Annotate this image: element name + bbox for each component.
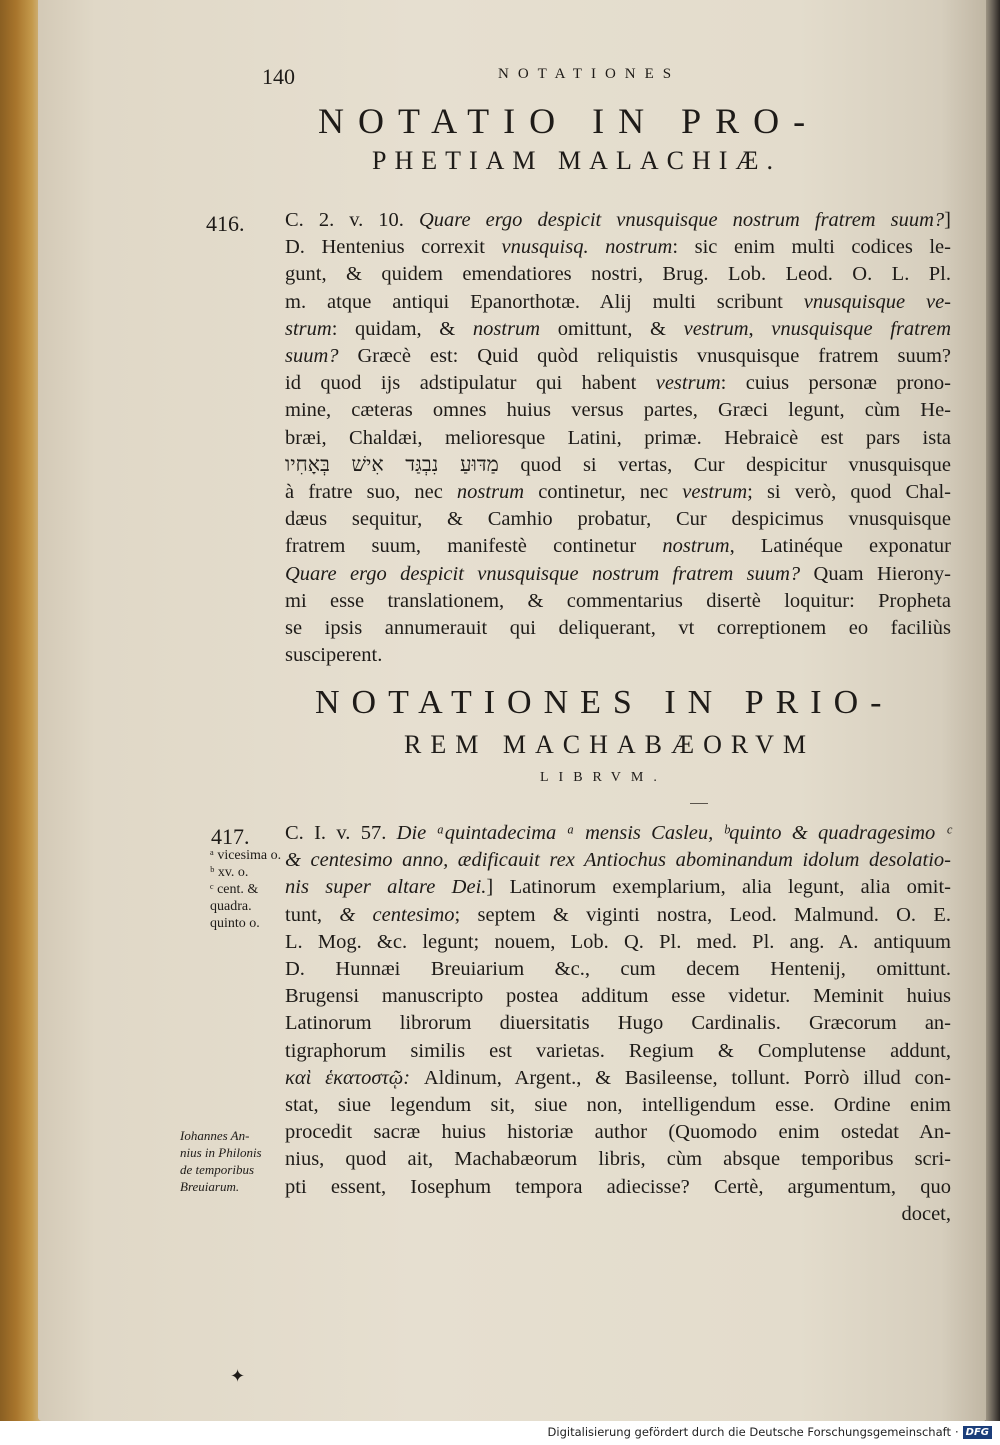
text-line: id quod ijs adstipulatur qui habent vestrum: cuius personæ prono- (285, 372, 951, 395)
margin-line: de temporibus (180, 1162, 255, 1177)
text-line: mine, cæteras omnes huius versus partes, Græci legunt, cùm He- (285, 399, 951, 422)
section-divider (690, 803, 708, 804)
text-line: pti essent, Iosephum tempora adiecisse? Certè, argumentum, quo (285, 1175, 951, 1198)
margin-line: quinto o. (210, 916, 260, 931)
section2-title-line3: LIBRVM. (540, 770, 667, 785)
margin-line: ᵃ vicesima o. (210, 848, 282, 863)
text-line: D. Hentenius correxit vnusquisq. nostrum: sic enim multi codices le- (285, 236, 951, 259)
text-line: C. I. v. 57. Die ᵃquintadecima ᵃ mensis Casleu, ᵇquinto & quadragesimo ᶜ (285, 822, 951, 844)
text-line: & centesimo anno, ædificauit rex Antiochus abominandum idolum desolatio- (285, 849, 951, 872)
margin-line: ᵇ xv. o. (210, 865, 249, 880)
margin-line: Breuiarum. (180, 1179, 240, 1194)
text-line: gunt, & quidem emendatiores nostri, Brug. Lob. Leod. O. L. Pl. (285, 263, 951, 286)
note-416-text (285, 207, 951, 669)
text-line: à fratre suo, nec nostrum continetur, nec vestrum; si verò, quod Chal- (285, 481, 951, 504)
text-line: m. atque antiqui Epanorthotæ. Alij multi scribunt vnusquisque ve- (285, 290, 951, 313)
text-line: Quare ergo despicit vnusquisque nostrum fratrem suum? Quam Hierony- (285, 562, 951, 585)
book-edge-right (986, 0, 1000, 1421)
margin-line: nius in Philonis (180, 1145, 262, 1160)
text-line: L. Mog. &c. legunt; nouem, Lob. Q. Pl. med. Pl. ang. A. antiquum (285, 930, 951, 953)
note-number-417: 417. (211, 824, 250, 849)
funding-credit-text: Digitalisierung gefördert durch die Deutsche Forschungsgemeinschaft (547, 1425, 951, 1439)
text-line: dæus sequitur, & Camhio probatur, Cur despicimus vnusquisque (285, 508, 951, 531)
note-417-text (285, 820, 951, 1228)
text-line: procedit sacræ huius historiæ author (Quomodo enim ostedat An- (285, 1121, 951, 1144)
note-number-416: 416. (206, 211, 245, 236)
text-line: καὶ ἑκατοστῷ: Aldinum, Argent., & Basileense, tollunt. Porrò illud con- (285, 1066, 951, 1089)
text-line: nius, quod ait, Machabæorum libris, cùm absque temporibus scri- (285, 1148, 951, 1171)
text-line: tunt, & centesimo; septem & viginti nostra, Leod. Malmund. O. E. (285, 903, 951, 926)
dfg-logo: DFG (963, 1426, 992, 1439)
page-number: 140 (262, 64, 295, 89)
text-line: se ipsis annumerauit qui deliquerant, vt correptionem eo faciliùs (285, 617, 951, 640)
margin-line: quadra. (210, 899, 252, 914)
text-line: stat, siue legendum sit, siue non, intelligendum esse. Ordine enim (285, 1094, 951, 1117)
section2-title-line2: REM MACHABÆORVM (404, 730, 816, 759)
text-line: מַדּוּעַ נִבְגַּד אִישׁ בְּאָחִיו quod si vertas, Cur despicitur vnusquisque (285, 453, 951, 476)
text-line: fratrem suum, manifestè continetur nostrum, Latinéque exponatur (285, 535, 951, 558)
margin-line: Iohannes An- (180, 1128, 250, 1143)
text-line: susciperent. (285, 644, 383, 667)
margin-variants (210, 847, 281, 932)
margin-reference (180, 1127, 262, 1195)
text-line: Latinorum librorum diuersitatis Hugo Cardinalis. Græcorum an- (285, 1012, 951, 1035)
text-line: D. Hunnæi Breuiarium &c., cum decem Hentenij, omittunt. (285, 958, 951, 981)
catchword: docet, (901, 1202, 951, 1225)
text-line: Brugensi manuscripto postea additum esse videtur. Meminit huius (285, 985, 951, 1008)
text-line: nis super altare Dei.] Latinorum exemplarium, alia legunt, alia omit- (285, 876, 951, 899)
section2-title-line1: NOTATIONES IN PRIO- (315, 684, 894, 721)
text-line: mi esse translationem, & commentarius disertè loquitur: Propheta (285, 589, 951, 612)
margin-line: ᶜ cent. & (210, 882, 259, 897)
section1-title-line2: PHETIAM MALACHIÆ. (372, 146, 781, 175)
text-line: strum: quidam, & nostrum omittunt, & vestrum, vnusquisque fratrem (285, 317, 951, 340)
text-line: C. 2. v. 10. Quare ergo despicit vnusquisque nostrum fratrem suum?] (285, 209, 951, 231)
funding-credit: Digitalisierung gefördert durch die Deutsche Forschungsgemeinschaft · DFG (548, 1425, 992, 1439)
section1-title-line1: NOTATIO IN PRO- (318, 101, 820, 141)
text-line: tigraphorum similis est varietas. Regium & Complutense addunt, (285, 1039, 951, 1062)
text-line: bræi, Chaldæi, melioresque Latini, primæ. Hebraicè est pars ista (285, 426, 951, 449)
text-line: suum? Græcè est: Quid quòd reliquistis vnusquisque fratrem suum? (285, 345, 951, 368)
ornament-mark: ✦ (230, 1366, 246, 1386)
running-head: NOTATIONES (498, 66, 681, 82)
